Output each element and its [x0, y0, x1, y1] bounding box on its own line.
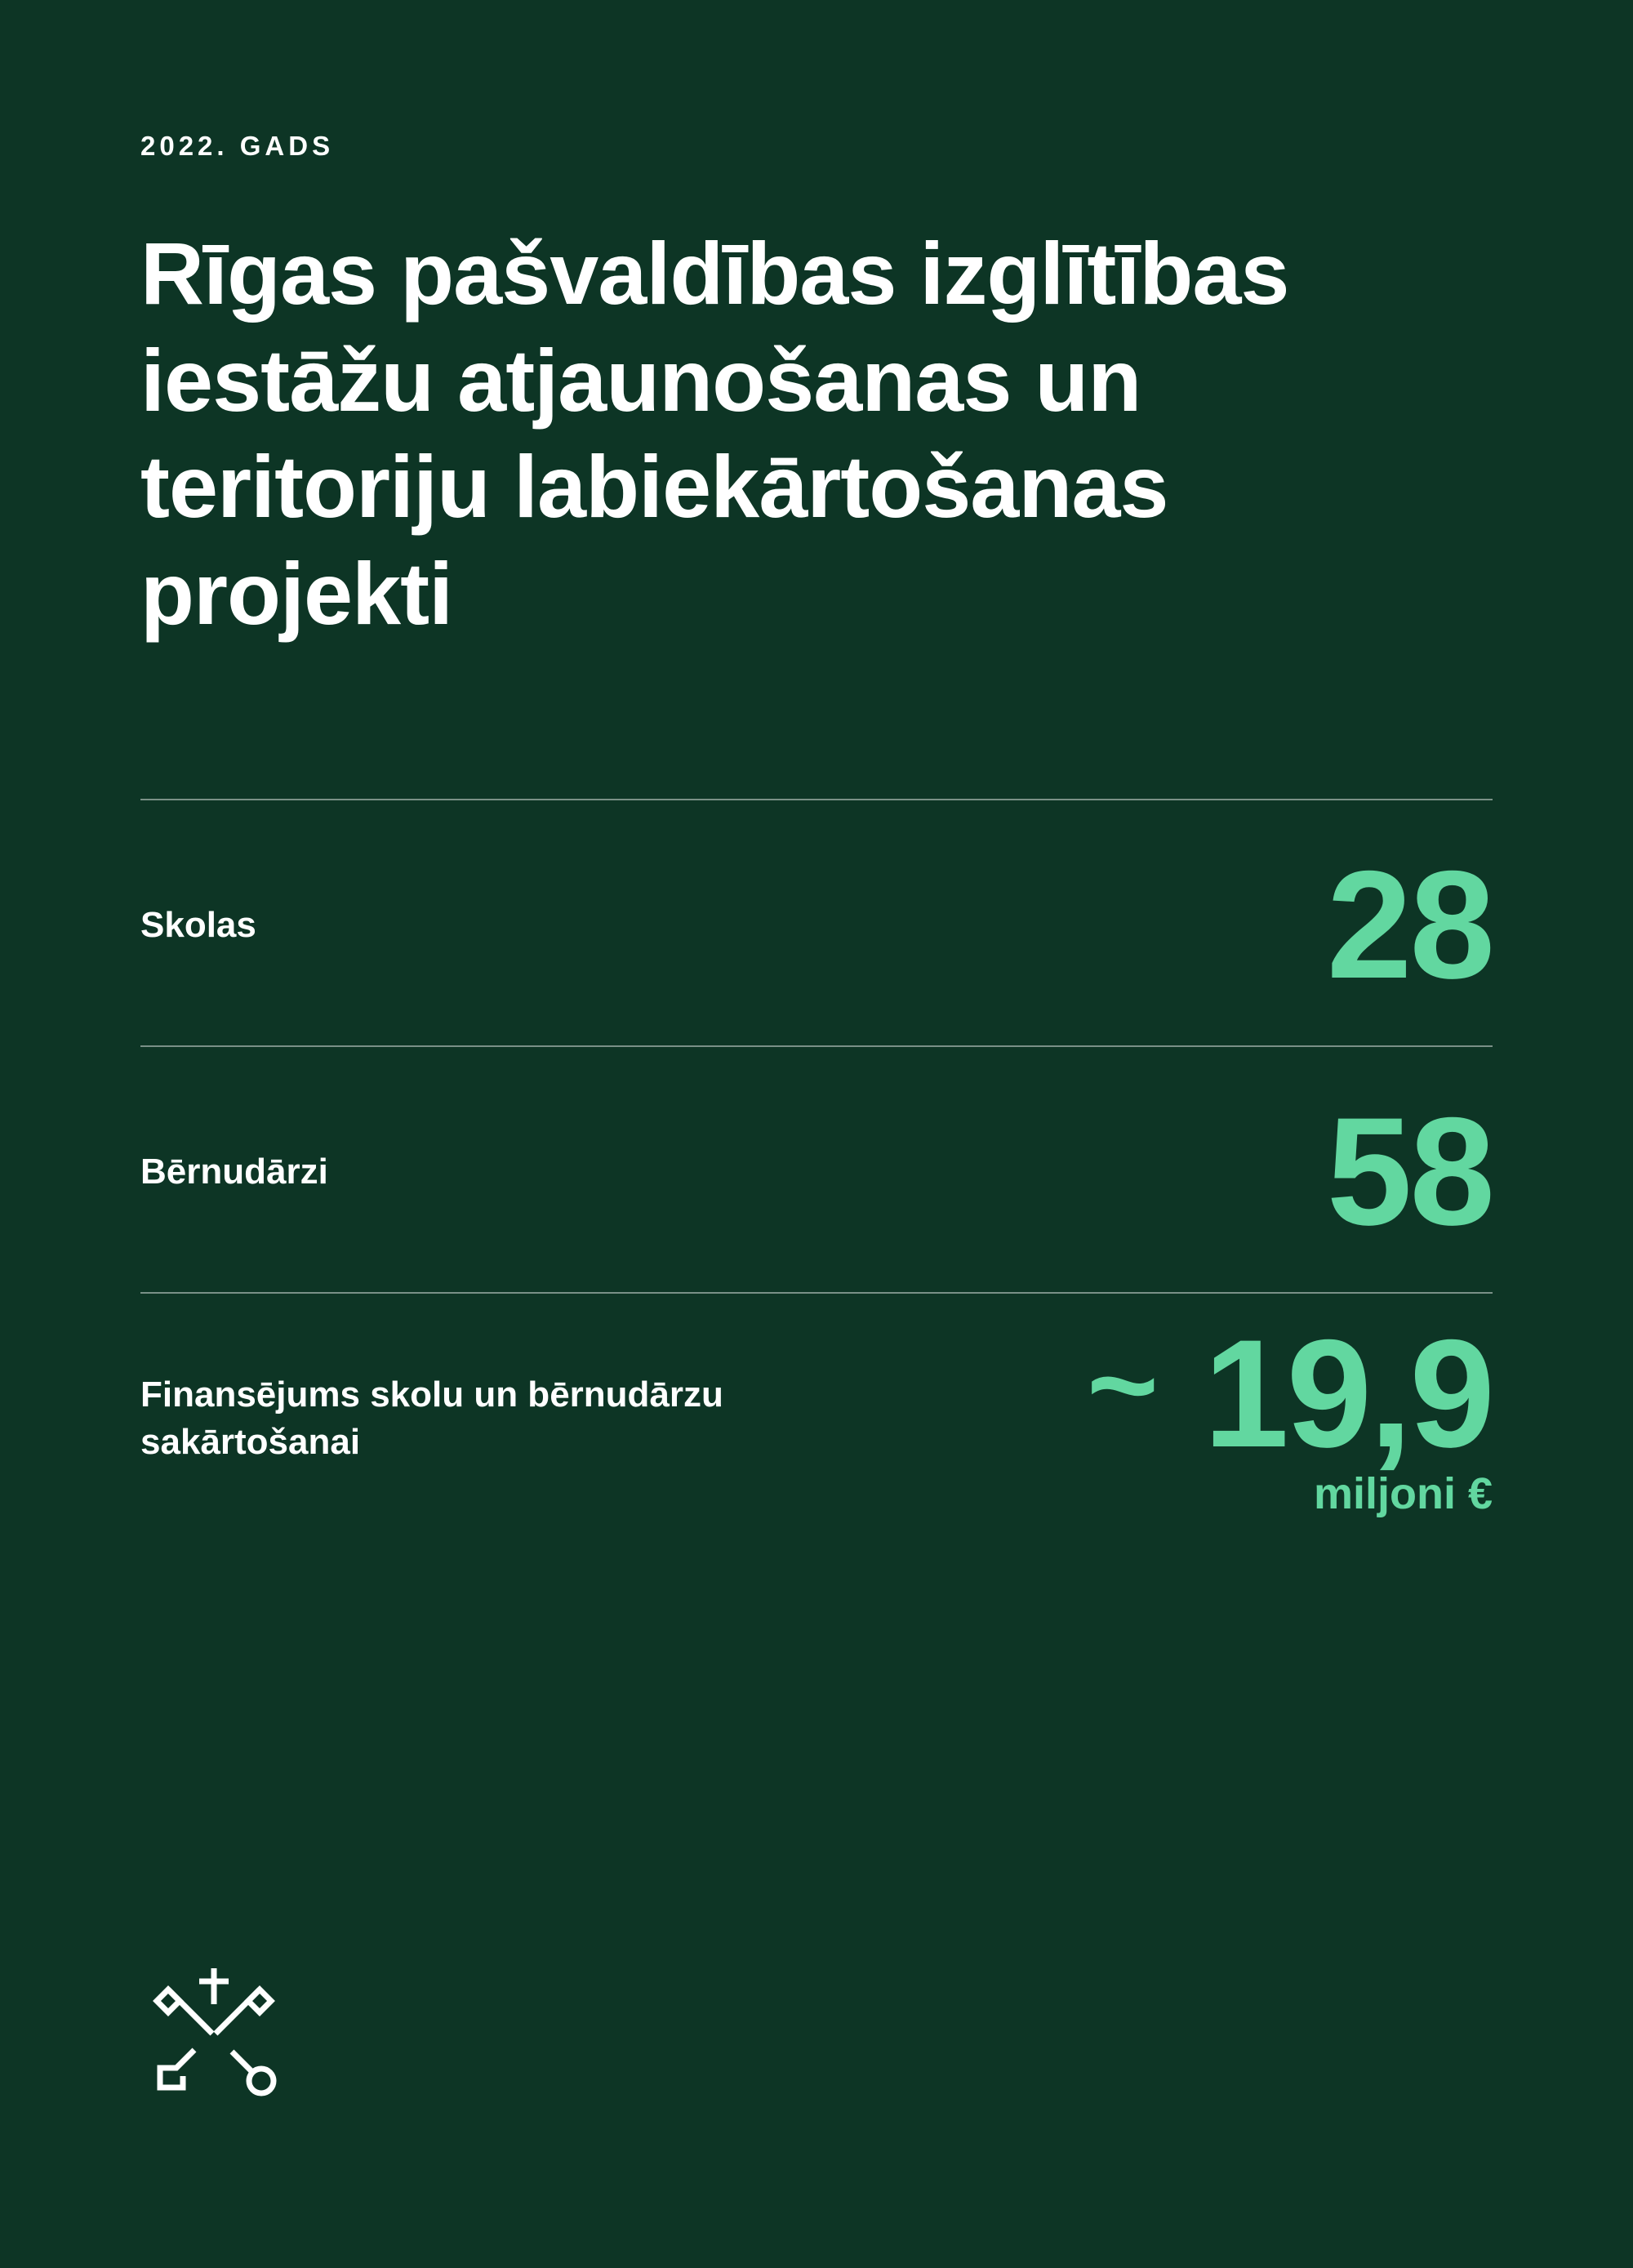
eyebrow-year: 2022. GADS: [140, 131, 335, 161]
stat-label: Bērnudārzi: [140, 1151, 328, 1192]
stat-row-funding: [140, 1294, 1493, 1539]
stat-value-funding: [1087, 1308, 1493, 1480]
stat-label: Skolas: [140, 904, 256, 945]
stat-row-schools: [140, 800, 1493, 1045]
approx-sign: ~: [1087, 1316, 1164, 1454]
stat-value-number: 19,9: [1204, 1308, 1493, 1480]
stat-label: Finansējums skolu un bērnudārzu sakārtošanai: [140, 1374, 723, 1462]
stat-value-group: [1326, 1085, 1493, 1258]
stat-value: 28: [1326, 839, 1493, 1011]
stat-row-kindergartens: [140, 1047, 1493, 1292]
riga-coat-of-arms-keys-icon: [140, 1954, 287, 2101]
stats-list: [140, 799, 1493, 1539]
stat-value-group: [1326, 839, 1493, 1011]
page-title: Rīgas pašvaldības izglītības iestāžu atjaunošanas un teritoriju labiekārtošanas projekti: [140, 224, 1289, 644]
stat-unit: miljoni €: [1313, 1468, 1493, 1518]
stat-value-group: [1087, 1308, 1493, 1518]
stat-value: 58: [1326, 1085, 1493, 1258]
